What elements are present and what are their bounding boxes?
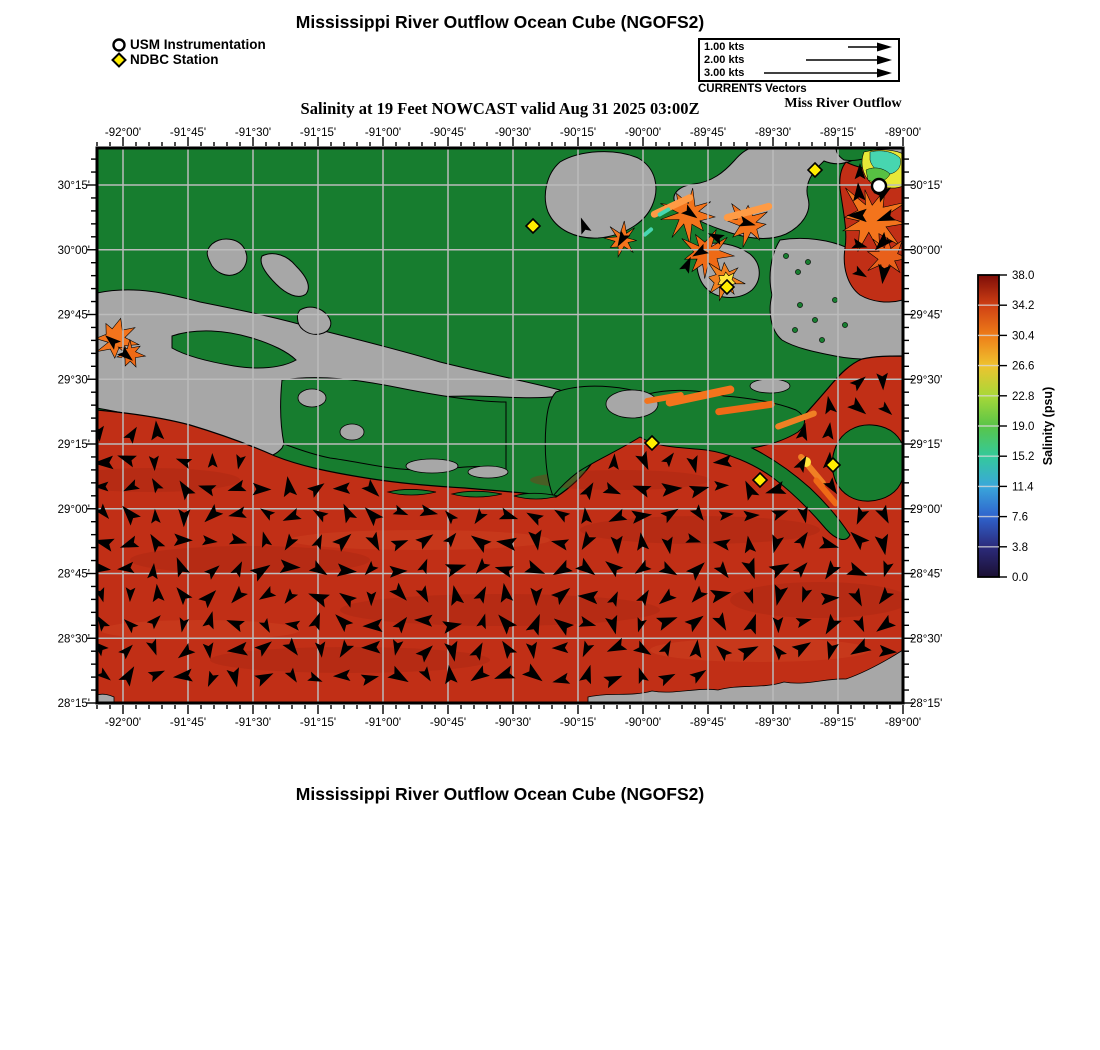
marker-legend [111,37,266,67]
marker-legend-item [111,37,266,52]
svg-text:-89°30': -89°30' [754,717,792,729]
currents-speed-label: 2.00 kts [704,53,745,66]
figure-title: Mississippi River Outflow Ocean Cube (NGOFS2) [295,12,705,32]
svg-text:28°15': 28°15' [910,698,943,710]
svg-text:-92°00': -92°00' [104,717,142,729]
svg-text:30°00': 30°00' [57,244,90,257]
east-delta-marsh [832,425,902,501]
svg-text:-90°45': -90°45' [429,127,467,139]
svg-text:29°30': 29°30' [57,374,90,387]
currents-speed-label: 3.00 kts [704,66,745,79]
svg-text:28°45': 28°45' [910,568,943,581]
svg-text:-91°45': -91°45' [169,127,207,139]
colorbar-tick-label: 11.4 [1012,481,1034,494]
svg-text:30°00': 30°00' [910,244,943,257]
colorbar-axis-label: Salinity (psu) [1041,386,1055,466]
svg-text:-91°45': -91°45' [169,717,207,729]
svg-text:-90°15': -90°15' [559,127,597,139]
colorbar-tick-label: 7.6 [1012,511,1028,524]
plot-subtitle: Salinity at 19 Feet NOWCAST valid Aug 31 2025 03:00Z [300,99,700,118]
svg-text:-89°45': -89°45' [689,717,727,729]
svg-text:-91°30': -91°30' [234,127,272,139]
currents-speed-label: 1.00 kts [704,40,745,53]
circle-icon [111,37,127,53]
currents-legend-row [704,53,894,66]
svg-text:-91°00': -91°00' [364,127,402,139]
diamond-icon [111,52,127,68]
colorbar-tick-label: 38.0 [1012,270,1035,282]
region-label: Miss River Outflow [784,96,902,111]
map-area [57,148,910,703]
currents-legend-box [698,38,900,82]
svg-text:28°30': 28°30' [57,633,90,646]
svg-text:-90°30': -90°30' [494,127,532,139]
svg-text:29°00': 29°00' [910,503,943,516]
colorbar-tick-label: 3.8 [1012,541,1028,554]
svg-text:30°15': 30°15' [910,180,943,192]
marker-legend-label: USM Instrumentation [130,37,266,52]
currents-legend-row [704,66,894,79]
svg-text:-89°45': -89°45' [689,127,727,139]
svg-text:-91°00': -91°00' [364,717,402,729]
svg-text:-90°00': -90°00' [624,717,662,729]
colorbar-tick-label: 15.2 [1012,451,1035,464]
colorbar-tick-label: 19.0 [1012,421,1035,433]
svg-text:-91°15': -91°15' [299,127,337,139]
svg-text:29°15': 29°15' [57,439,90,451]
colorbar-tick-label: 30.4 [1012,330,1035,343]
svg-text:29°45': 29°45' [910,309,943,322]
svg-text:29°00': 29°00' [57,503,90,516]
svg-text:29°15': 29°15' [910,439,943,451]
svg-text:-92°00': -92°00' [104,127,142,139]
svg-text:-90°30': -90°30' [494,717,532,729]
svg-text:29°45': 29°45' [57,309,90,322]
svg-text:28°30': 28°30' [910,633,943,646]
svg-text:-89°00': -89°00' [884,127,922,139]
usm-station-marker [872,179,886,193]
svg-text:30°15': 30°15' [57,180,90,192]
svg-text:28°45': 28°45' [57,568,90,581]
svg-text:29°30': 29°30' [910,374,943,387]
colorbar-tick-label: 0.0 [1012,572,1028,584]
svg-text:28°15': 28°15' [57,698,90,710]
marker-legend-label: NDBC Station [130,52,219,67]
colorbar [978,270,1055,584]
svg-text:-89°15': -89°15' [819,717,857,729]
colorbar-tick-label: 26.6 [1012,360,1035,373]
marker-legend-item [111,52,266,67]
footer-title: Mississippi River Outflow Ocean Cube (NGOFS2) [295,784,705,804]
svg-text:-90°15': -90°15' [559,717,597,729]
colorbar-tick-label: 34.2 [1012,300,1035,313]
svg-text:-89°30': -89°30' [754,127,792,139]
svg-text:-91°30': -91°30' [234,717,272,729]
svg-text:-91°15': -91°15' [299,717,337,729]
svg-text:-90°45': -90°45' [429,717,467,729]
colorbar-tick-label: 22.8 [1012,390,1035,403]
current-scale-arrow-icon [754,41,894,53]
currents-legend-caption: CURRENTS Vectors [698,83,807,95]
current-scale-arrow-icon [754,67,894,79]
svg-text:-89°15': -89°15' [819,127,857,139]
svg-text:-89°00': -89°00' [884,717,922,729]
current-scale-arrow-icon [754,54,894,66]
currents-legend-row [704,40,894,53]
svg-text:-90°00': -90°00' [624,127,662,139]
